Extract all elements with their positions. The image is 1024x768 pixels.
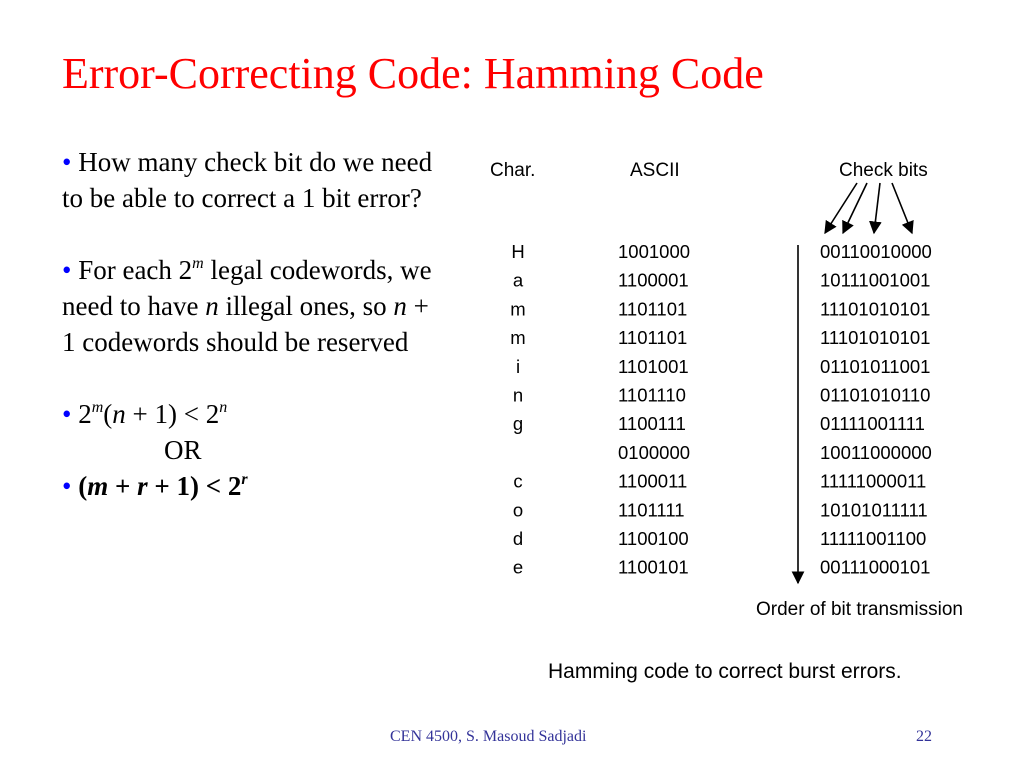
bullet-list xyxy=(62,144,434,504)
row-check-bits: 11101010101 xyxy=(820,298,931,320)
transmission-label: Order of bit transmission xyxy=(756,599,963,620)
bullet-2-var-n: n xyxy=(205,291,219,321)
bullet-2 xyxy=(62,252,434,360)
row-ascii-bits: 1101111 xyxy=(618,499,685,521)
row-char: a xyxy=(512,269,524,291)
bullet-marker: • xyxy=(62,471,72,501)
bullet-2-part-1: For each 2 xyxy=(78,255,193,285)
row-ascii-bits: 1101110 xyxy=(618,384,686,406)
row-check-bits: 10011000000 xyxy=(820,441,932,463)
row-check-bits: 01101011001 xyxy=(820,355,931,377)
row-check-bits: 00110010000 xyxy=(820,241,932,262)
row-ascii-bits: 1001000 xyxy=(618,241,691,262)
row-char: n xyxy=(512,384,524,406)
row-ascii-bits: 1101101 xyxy=(618,298,688,320)
slide-title: Error-Correcting Code: Hamming Code xyxy=(62,49,764,98)
bullet-3-part-3: + 1) < 2 xyxy=(125,399,220,429)
row-check-bits: 11101010101 xyxy=(820,327,931,349)
bullet-3 xyxy=(62,396,434,432)
bullet-4-var-m: m xyxy=(87,471,109,501)
bullet-2-part-3: illegal ones, so xyxy=(218,291,394,321)
bullet-4-part-3: + 1) < 2 xyxy=(147,471,242,501)
row-char: d xyxy=(512,528,524,549)
check-bit-arrow xyxy=(825,183,857,233)
row-ascii-bits: 0100000 xyxy=(618,441,691,463)
bullet-1 xyxy=(62,144,434,216)
row-char: c xyxy=(513,470,523,492)
check-bit-arrow xyxy=(892,183,912,233)
row-char: g xyxy=(512,413,524,435)
row-ascii-bits: 1100111 xyxy=(618,413,686,435)
check-bit-arrow xyxy=(874,183,880,233)
row-ascii-bits: 1100001 xyxy=(618,269,689,291)
check-bit-arrow xyxy=(843,183,867,233)
hamming-figure-diagram xyxy=(480,145,1020,625)
row-check-bits: 10111001001 xyxy=(820,269,931,291)
row-ascii-bits: 1100101 xyxy=(618,556,689,578)
bullet-4-part-1: ( xyxy=(78,471,88,501)
row-char: o xyxy=(512,499,524,521)
bullet-2-superscript-m: m xyxy=(192,255,204,272)
page-number: 22 xyxy=(916,728,932,745)
row-char: i xyxy=(515,355,521,377)
bullet-2-part-4: + 1 codewords should be reserved xyxy=(62,291,429,357)
header-check-bits: Check bits xyxy=(839,160,928,181)
row-check-bits: 00111000101 xyxy=(820,556,931,578)
bullet-2-var-n-2: n xyxy=(393,291,407,321)
row-char: m xyxy=(510,298,526,320)
bullet-1-text: How many check bit do we need to be able to correct a 1 bit error? xyxy=(62,147,433,213)
bullet-3-var-n: n xyxy=(112,399,126,429)
header-char: Char. xyxy=(490,160,536,181)
bullet-3-superscript-n: n xyxy=(219,399,228,416)
row-ascii-bits: 1101001 xyxy=(618,355,689,377)
bullet-4-superscript-r: r xyxy=(241,471,248,488)
footer-author: CEN 4500, S. Masoud Sadjadi xyxy=(390,728,587,745)
bullet-4-part-2: + xyxy=(108,471,138,501)
bullet-4-var-r: r xyxy=(137,471,148,501)
row-char: e xyxy=(512,556,524,578)
bullet-marker: • xyxy=(62,399,72,429)
row-check-bits: 11111000011 xyxy=(820,470,927,492)
row-check-bits: 11111001100 xyxy=(820,528,927,549)
row-ascii-bits: 1100011 xyxy=(618,470,688,492)
bullet-3-superscript-m: m xyxy=(91,399,104,416)
row-char: H xyxy=(511,241,525,262)
header-ascii: ASCII xyxy=(630,160,680,181)
bullet-3-part-2: ( xyxy=(103,399,113,429)
bullet-marker: • xyxy=(62,255,72,285)
row-char: m xyxy=(510,327,526,349)
codeword-rows xyxy=(510,241,932,578)
figure-caption: Hamming code to correct burst errors. xyxy=(548,660,902,683)
row-check-bits: 01101010110 xyxy=(820,384,931,406)
bullet-marker: • xyxy=(62,147,72,177)
or-line: OR xyxy=(164,435,202,465)
row-ascii-bits: 1100100 xyxy=(618,528,689,549)
bullet-4 xyxy=(62,468,434,504)
bullet-2-part-2: legal codewords, we need to have xyxy=(62,255,432,321)
row-check-bits: 01111001111 xyxy=(820,413,925,435)
hamming-figure xyxy=(480,145,1020,630)
bullet-3-part-1: 2 xyxy=(78,399,92,429)
row-ascii-bits: 1101101 xyxy=(618,327,688,349)
row-check-bits: 10101011111 xyxy=(820,499,928,521)
